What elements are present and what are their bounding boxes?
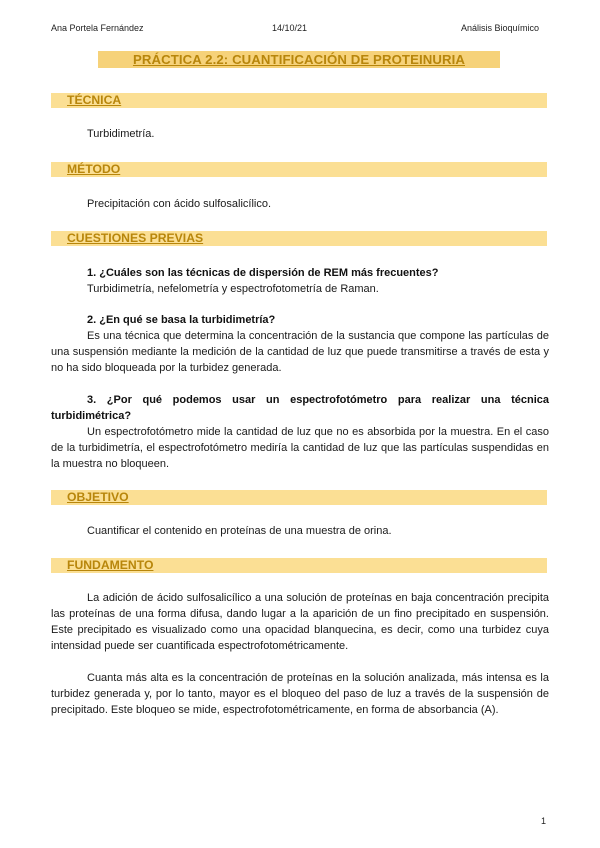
question-1: 1. ¿Cuáles son las técnicas de dispersión de REM más frecuentes? [87,267,439,279]
objetivo-text: Cuantificar el contenido en proteínas de una muestra de orina. [87,525,392,537]
header-subject: Análisis Bioquímico [461,23,540,33]
fundamento-paragraph-2: Cuanta más alta es la concentración de proteínas en la solución analizada, más intensa es la turbidez generada y, por lo tanto, mayor es el bloqueo del paso de luz a través de la suspensión de precipitado. Este bloqueo se mide, espectrofotométricamente, en forma de absorbancia (A). [51,672,549,716]
section-objetivo [51,490,547,505]
header-date: 14/10/21 [272,23,308,33]
section-fundamento [51,558,547,573]
question-2: 2. ¿En qué se basa la turbidimetría? [87,314,276,326]
question-3: 3. ¿Por qué podemos usar un espectrofotómetro para realizar una técnica turbidimétrica? [51,394,549,422]
section-heading-cuestiones: CUESTIONES PREVIAS [67,231,204,245]
page-title: PRÁCTICA 2.2: CUANTIFICACIÓN DE PROTEINURIA [98,51,500,68]
section-metodo [51,162,547,177]
answer-2: Es una técnica que determina la concentración de la sustancia que compone las partículas de una suspensión mediante la medición de la cantidad de luz que puede transmitirse a través de esta y no ha sido bloqueada por la turbidez generada. [51,330,549,374]
section-cuestiones [51,231,547,246]
fundamento-paragraph-1: La adición de ácido sulfosalicílico a una solución de proteínas en baja concentración precipita las proteínas de una forma difusa, dando lugar a la aparición de un fino precipitado en suspensión. Este precipitado es visualizado como una opacidad blanquecina, es decir, como una turbidez cuya intensidad puede ser cuantificada espectrofotométricamente. [51,592,549,652]
answer-3: Un espectrofotómetro mide la cantidad de luz que no es absorbida por la muestra. En el caso de la turbidimetría, el espectrofotómetro mediría la cantidad de luz que las partículas suspendidas en la muestra no bloqueen. [51,426,549,470]
tecnica-text: Turbidimetría. [87,128,155,140]
metodo-text: Precipitación con ácido sulfosalicílico. [87,198,272,210]
section-heading-objetivo: OBJETIVO [67,490,129,504]
header-author: Ana Portela Fernández [51,23,144,33]
section-heading-tecnica: TÉCNICA [67,93,122,107]
section-heading-metodo: MÉTODO [67,162,121,176]
answer-1: Turbidimetría, nefelometría y espectrofotometría de Raman. [87,283,379,295]
page-number: 1 [541,816,547,826]
section-tecnica [51,93,547,108]
section-heading-fundamento: FUNDAMENTO [67,558,154,572]
